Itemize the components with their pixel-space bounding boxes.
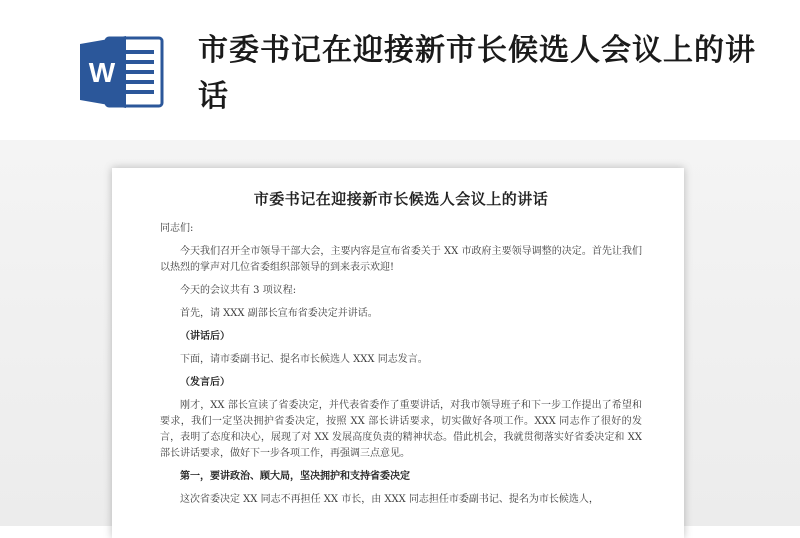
word-icon-letter: W (88, 57, 116, 88)
paragraph-second-item: 下面，请市委副书记、提名市长候选人 XXX 同志发言。 (180, 354, 428, 365)
paragraph-first-item: 首先，请 XXX 副部长宣布省委决定并讲话。 (180, 308, 378, 319)
word-document-icon (76, 32, 166, 112)
salutation: 同志们: (160, 223, 194, 234)
document-title: 市委书记在迎接新市长候选人会议上的讲话 (253, 190, 549, 208)
page-title: 市委书记在迎接新市长候选人会议上的讲话 (198, 33, 756, 114)
paragraph-opening: 今天我们召开全市领导干部大会，主要内容是宣布省委关于 XX 市政府主要领导调整的决定。首先让我们以热烈的掌声对几位省委组织部领导的到来表示欢迎! (160, 246, 642, 273)
paragraph-section-first: 这次省委决定 XX 同志不再担任 XX 市长，由 XXX 同志担任市委副书记、提名为市长候选人， (180, 494, 599, 505)
document-page (112, 168, 684, 538)
paragraph-summary: 刚才，XX 部长宣读了省委决定，并代表省委作了重要讲话，对我市领导班子和下一步工作提出了希望和要求，我们一定坚决拥护省委决定，按照 XX 部长讲话要求，切实做好各项工作。XXX 同志作了很好的发言，表明了态度和决心，展现了对 XX 发展高度负责的精神状态。借此机会，我就贯彻落实好省委决定和 XX 部长讲话要求，做好下一步各项工作，再强调三点意见。 (160, 400, 642, 459)
stage-note-after-remarks: （发言后） (180, 377, 230, 388)
section-heading-first: 第一，要讲政治、顾大局，坚决拥护和支持省委决定 (180, 471, 410, 482)
header-banner (0, 0, 800, 140)
stage-note-after-speech: （讲话后） (180, 331, 230, 342)
paragraph-agenda: 今天的会议共有 3 项议程: (180, 285, 297, 296)
